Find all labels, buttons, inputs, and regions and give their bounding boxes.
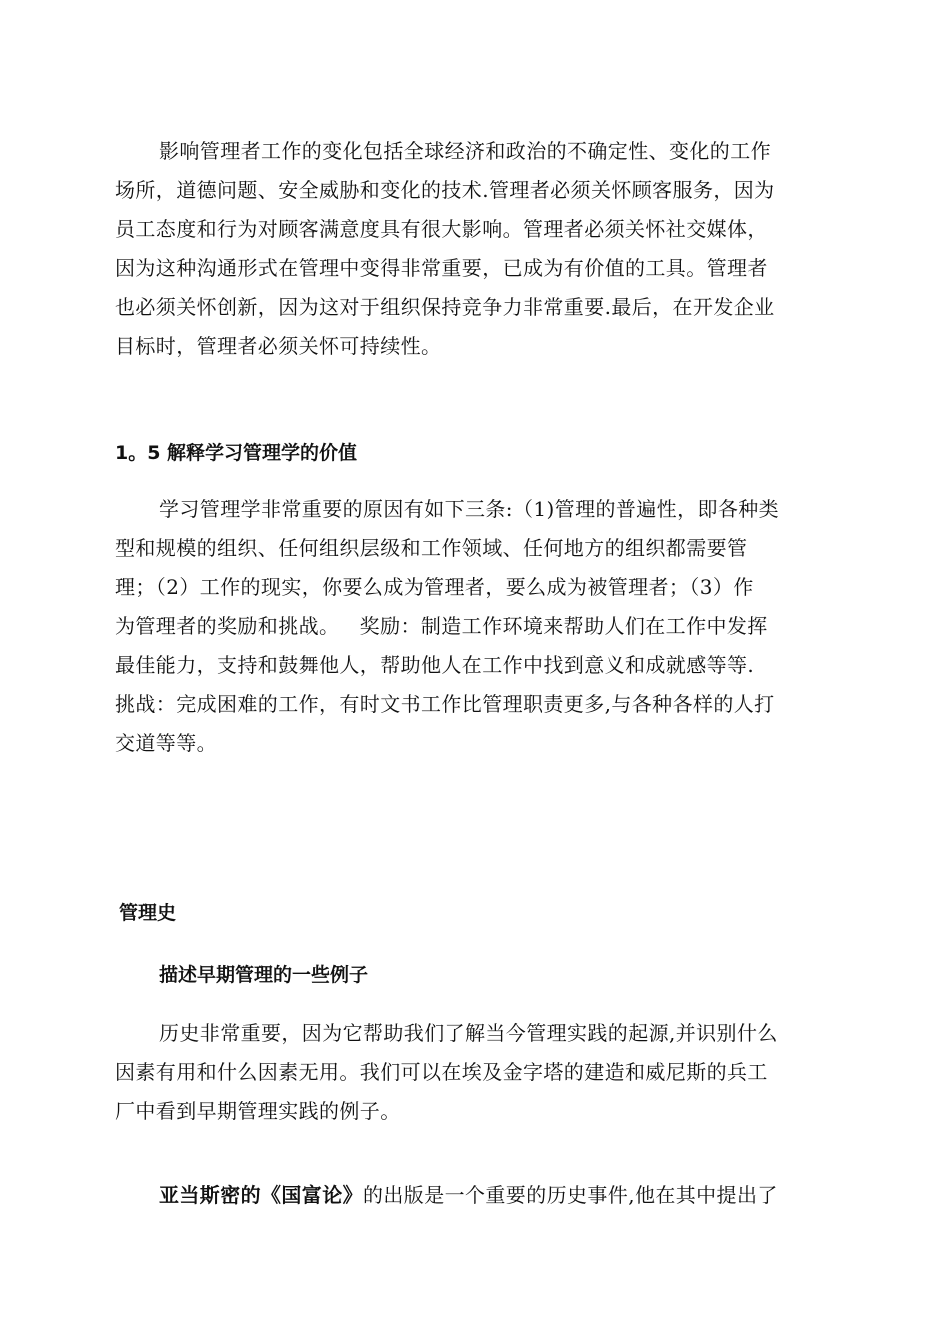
text-line: 因为这种沟通形式在管理中变得非常重要，已成为有价值的工具。管理者 — [115, 256, 768, 280]
text-line: 目标时，管理者必须关怀可持续性。 — [115, 334, 442, 358]
text-line — [115, 1176, 837, 1215]
text-line: 员工态度和行为对顾客满意度具有很大影响。管理者必须关怀社交媒体， — [115, 217, 768, 241]
text-line: 挑战：完成困难的工作，有时文书工作比管理职责更多,与各种各样的人打 — [115, 692, 775, 716]
paragraph-value-of-management — [115, 490, 837, 763]
text-line: 也必须关怀创新，因为这对于组织保持竞争力非常重要.最后，在开发企业 — [115, 295, 775, 319]
paragraph-adam-smith — [115, 1176, 837, 1215]
paragraph-history-importance — [115, 1014, 837, 1131]
text-line: 厂中看到早期管理实践的例子。 — [115, 1099, 401, 1123]
text-line: 场所，道德问题、安全威胁和变化的技术.管理者必须关怀顾客服务，因为 — [115, 178, 775, 202]
subsection-heading-early-examples: 描述早期管理的一些例子 — [159, 964, 369, 986]
text-line: 因素有用和什么因素无用。我们可以在埃及金字塔的建造和威尼斯的兵工 — [115, 1060, 768, 1084]
text-line: 型和规模的组织、任何组织层级和工作领域、任何地方的组织都需要管 — [115, 536, 748, 560]
text-line: 为管理者的奖励和挑战。 奖励：制造工作环境来帮助人们在工作中发挥 — [115, 614, 768, 638]
text-line: 影响管理者工作的变化包括全球经济和政治的不确定性、变化的工作 — [159, 139, 771, 163]
paragraph-workplace-changes — [115, 132, 837, 366]
text-run: 的出版是一个重要的历史事件,他在其中提出了 — [363, 1183, 778, 1207]
text-line: 历史非常重要，因为它帮助我们了解当今管理实践的起源,并识别什么 — [159, 1021, 778, 1045]
text-line: 理；（2）工作的现实，你要么成为管理者，要么成为被管理者；（3）作 — [115, 575, 754, 599]
text-line: 交道等等。 — [115, 731, 217, 755]
section-heading-history: 管理史 — [119, 902, 177, 924]
book-title-bold: 亚当斯密的《国富论》 — [159, 1183, 363, 1207]
text-line: 最佳能力，支持和鼓舞他人，帮助他人在工作中找到意义和成就感等等. — [115, 653, 755, 677]
section-heading-1-5: 1。5 解释学习管理学的价值 — [115, 442, 358, 464]
text-line: 学习管理学非常重要的原因有如下三条:（1)管理的普遍性，即各种类 — [159, 497, 780, 521]
